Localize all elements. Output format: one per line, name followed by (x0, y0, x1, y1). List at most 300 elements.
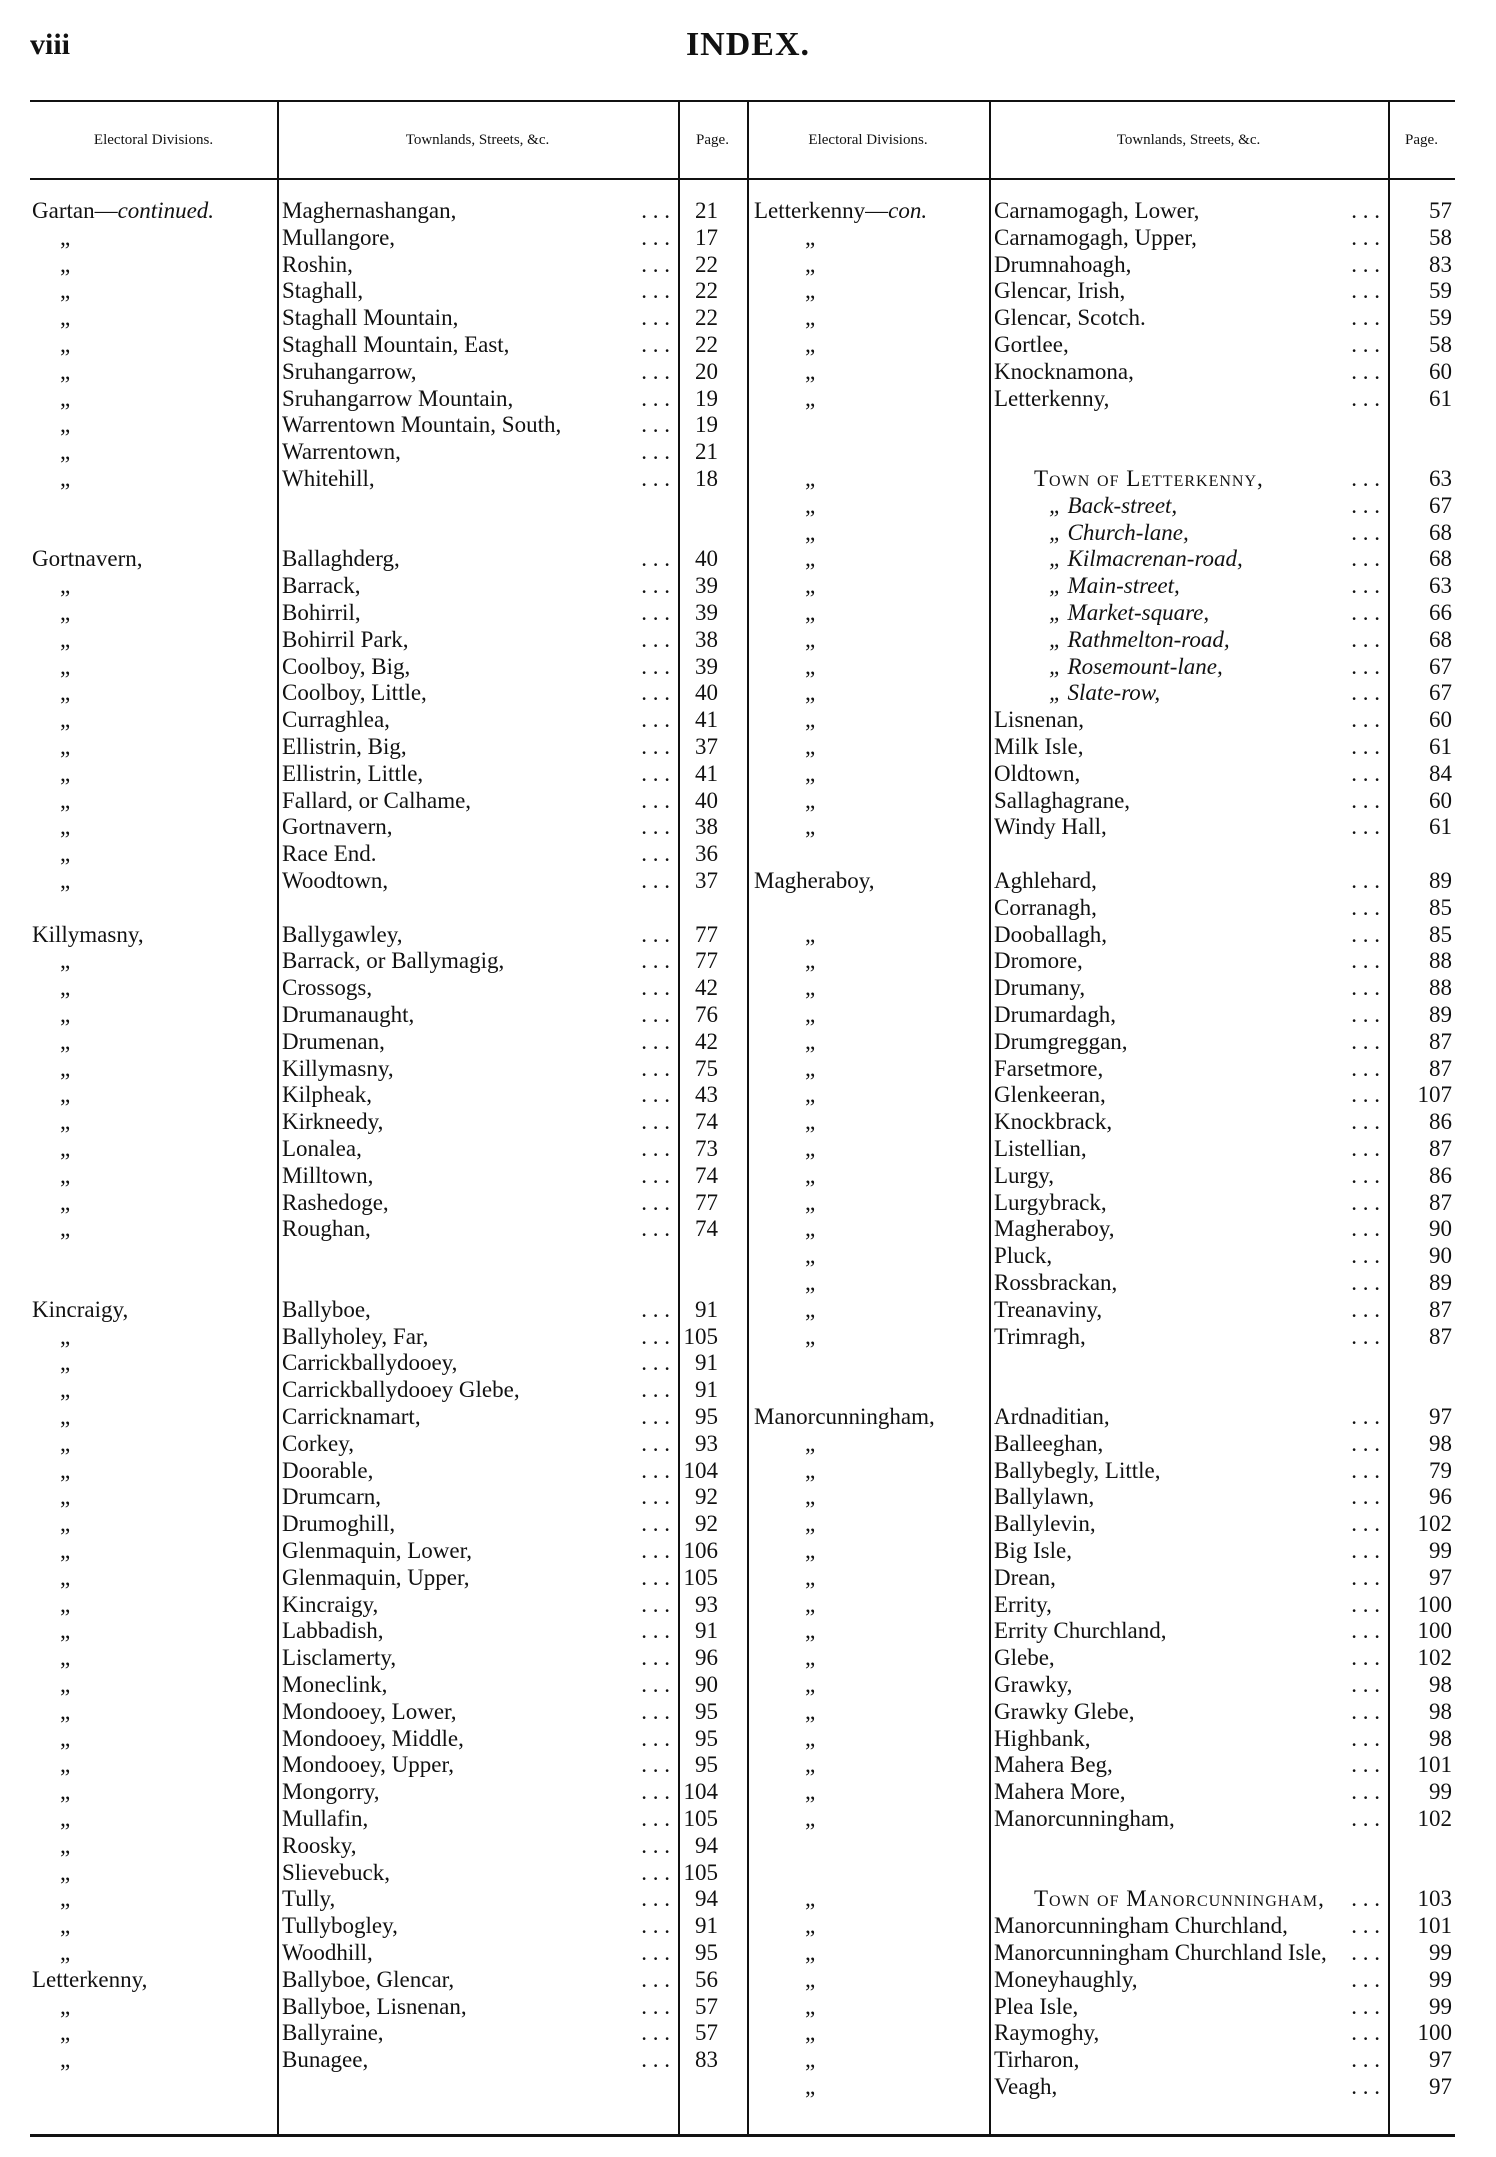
dot-leader: . . . (641, 734, 670, 759)
index-row (30, 1001, 1455, 1028)
page-reference: 92 (695, 1484, 718, 1510)
dot-leader: . . . (1351, 2074, 1380, 2099)
electoral-division: „ (805, 1806, 816, 1831)
dot-leader: . . . (641, 278, 670, 304)
dot-leader: . . . (641, 1404, 670, 1429)
dot-leader: . . . (1351, 1109, 1380, 1135)
townland-name: Glenmaquin, Upper, (282, 1564, 470, 1590)
page-reference: 74 (695, 1109, 718, 1135)
page-reference: 75 (695, 1055, 718, 1081)
electoral-division: „ (805, 2074, 816, 2099)
index-row (30, 545, 1455, 572)
header-page-left: Page. (696, 131, 729, 148)
townland-name: Letterkenny, (994, 385, 1110, 411)
townland-name: Lurgybrack, (994, 1189, 1107, 1215)
townland-name: Errity Churchland, (994, 1618, 1167, 1644)
townland-name: Mondooey, Lower, (282, 1698, 457, 1724)
page-reference: 66 (1429, 600, 1452, 625)
electoral-division: „ (60, 1377, 71, 1403)
dot-leader: . . . (641, 1591, 670, 1617)
electoral-division: „ (805, 305, 816, 331)
electoral-division: „ (60, 2020, 71, 2046)
page-reference: 90 (1429, 1243, 1452, 1269)
index-row (30, 1671, 1455, 1698)
townland-name: Drumcarn, (282, 1484, 381, 1510)
page-reference: 91 (695, 1296, 718, 1322)
index-row (30, 1859, 1455, 1886)
electoral-division: „ (60, 305, 71, 331)
townland-name: Listellian, (994, 1136, 1087, 1161)
page-reference: 61 (1429, 734, 1452, 759)
page-reference: 96 (695, 1645, 718, 1671)
index-row (30, 1912, 1455, 1939)
electoral-division: „ (805, 1484, 816, 1510)
index-row (30, 1993, 1455, 2020)
electoral-division: „ (805, 492, 816, 518)
electoral-division: „ (805, 653, 816, 679)
page-reference: 86 (1429, 1162, 1452, 1188)
page-reference: 88 (1429, 975, 1452, 1001)
townland-name: Oldtown, (994, 760, 1081, 786)
townland-name: Labbadish, (282, 1618, 384, 1644)
index-row (30, 760, 1455, 787)
townland-name: Carnamogagh, Upper, (994, 224, 1197, 250)
page-reference: 87 (1429, 1028, 1452, 1054)
page-reference: 42 (695, 1028, 718, 1054)
page-reference: 87 (1429, 1323, 1452, 1349)
index-row (30, 224, 1455, 251)
street-name: „ Slate-row, (1049, 680, 1161, 706)
townland-name: Moneclink, (282, 1672, 388, 1697)
page-reference: 59 (1429, 305, 1452, 331)
page-reference: 76 (695, 1002, 718, 1027)
townland-name: Ballyboe, (282, 1296, 371, 1322)
electoral-division: „ (805, 385, 816, 411)
electoral-division: „ (805, 1162, 816, 1188)
dot-leader: . . . (641, 1618, 670, 1644)
header-electoral-left: Electoral Divisions. (93, 131, 214, 148)
page-reference: 74 (695, 1216, 718, 1242)
dot-leader: . . . (641, 1913, 670, 1939)
dot-leader: . . . (641, 653, 670, 679)
index-row (30, 1939, 1455, 1966)
page-reference: 37 (695, 868, 718, 893)
dot-leader: . . . (641, 1886, 670, 1912)
index-row (30, 1215, 1455, 1242)
page-reference: 87 (1429, 1055, 1452, 1081)
page-reference: 98 (1429, 1672, 1452, 1697)
electoral-division: „ (60, 1350, 71, 1376)
townland-name: Barrack, (282, 573, 361, 599)
page-reference: 67 (1429, 653, 1452, 679)
dot-leader: . . . (641, 841, 670, 867)
electoral-division: Letterkenny—con. (754, 198, 928, 223)
townland-name: Raymoghy, (994, 2020, 1100, 2046)
page-reference: 20 (695, 358, 718, 384)
electoral-division: „ (60, 1940, 71, 1965)
page-reference: 97 (1429, 2047, 1452, 2073)
index-row (30, 1778, 1455, 1805)
electoral-division: „ (60, 412, 71, 438)
page-reference: 99 (1429, 1940, 1452, 1965)
dot-leader: . . . (1351, 868, 1380, 893)
townland-name: Carnamogagh, Lower, (994, 198, 1200, 223)
index-row (30, 1457, 1455, 1484)
page-reference: 40 (695, 787, 718, 813)
townland-name: Glencar, Scotch. (994, 305, 1146, 331)
electoral-division: „ (60, 1886, 71, 1912)
dot-leader: . . . (1351, 921, 1380, 947)
dot-leader: . . . (641, 1002, 670, 1027)
page-reference: 40 (695, 680, 718, 706)
dot-leader: . . . (1351, 1002, 1380, 1027)
index-row (30, 411, 1455, 438)
electoral-division: „ (60, 1913, 71, 1939)
townland-name: Milk Isle, (994, 734, 1084, 759)
page-reference: 89 (1429, 868, 1452, 893)
page-reference: 91 (695, 1350, 718, 1376)
electoral-division: „ (60, 787, 71, 813)
townland-name: Warrentown Mountain, South, (282, 412, 562, 438)
townland-name: Drumany, (994, 975, 1086, 1001)
electoral-division: „ (60, 868, 71, 893)
electoral-division: „ (60, 1136, 71, 1161)
townland-name: Drumanaught, (282, 1002, 415, 1027)
index-row (30, 1751, 1455, 1778)
electoral-division: Gartan—continued. (32, 198, 215, 223)
dot-leader: . . . (1351, 1028, 1380, 1054)
page-reference: 40 (695, 546, 718, 572)
electoral-division: „ (805, 573, 816, 599)
electoral-division: „ (60, 1002, 71, 1027)
dot-leader: . . . (1351, 1698, 1380, 1724)
index-row (30, 1162, 1455, 1189)
page-reference: 99 (1429, 1779, 1452, 1805)
page-reference: 59 (1429, 278, 1452, 304)
index-row (30, 947, 1455, 974)
electoral-division: „ (805, 600, 816, 625)
index-row (30, 572, 1455, 599)
townland-name: Kilpheak, (282, 1082, 373, 1108)
townland-name: Dromore, (994, 948, 1083, 974)
index-row (30, 1591, 1455, 1618)
townland-name: Magheraboy, (994, 1216, 1115, 1242)
electoral-division: „ (805, 1457, 816, 1483)
electoral-division: „ (60, 573, 71, 599)
townland-name: Ellistrin, Big, (282, 734, 407, 759)
dot-leader: . . . (1351, 653, 1380, 679)
page-reference: 67 (1429, 492, 1452, 518)
electoral-division: „ (60, 600, 71, 625)
page-reference: 38 (695, 814, 718, 840)
townland-name: Drumgreggan, (994, 1028, 1128, 1054)
header-electoral-right: Electoral Divisions. (808, 131, 928, 148)
electoral-division: „ (805, 1243, 816, 1269)
index-row (30, 438, 1455, 465)
page-reference: 73 (695, 1136, 718, 1161)
page-reference: 101 (1417, 1752, 1452, 1778)
dot-leader: . . . (1351, 787, 1380, 813)
dot-leader: . . . (641, 1645, 670, 1671)
page-reference: 22 (695, 305, 718, 331)
dot-leader: . . . (641, 2047, 670, 2073)
dot-leader: . . . (1351, 332, 1380, 357)
page-reference: 89 (1429, 1270, 1452, 1295)
townland-name: Kincraigy, (282, 1591, 379, 1617)
electoral-division: „ (60, 1430, 71, 1456)
electoral-division: „ (60, 251, 71, 277)
townland-name: Ballygawley, (282, 921, 403, 947)
dot-leader: . . . (1351, 358, 1380, 384)
index-row (30, 1028, 1455, 1055)
index-row (30, 492, 1455, 519)
townland-name: Curraghlea, (282, 707, 390, 733)
page-reference: 105 (683, 1564, 718, 1590)
street-name: „ Main-street, (1049, 573, 1180, 599)
page-reference: 74 (695, 1162, 718, 1188)
page-reference: 99 (1429, 1993, 1452, 2019)
electoral-division: „ (805, 1591, 816, 1617)
index-row (30, 867, 1455, 894)
index-row (30, 974, 1455, 1001)
electoral-division: „ (60, 1752, 71, 1778)
page-reference: 39 (695, 573, 718, 599)
electoral-division: „ (805, 519, 816, 545)
page-reference: 57 (695, 2020, 718, 2046)
townland-name: Crossogs, (282, 975, 373, 1001)
dot-leader: . . . (641, 787, 670, 813)
townland-name: Aghlehard, (994, 868, 1097, 893)
townland-name: Woodtown, (282, 868, 389, 893)
electoral-division: „ (60, 814, 71, 840)
dot-leader: . . . (1351, 600, 1380, 625)
page-reference: 85 (1429, 894, 1452, 920)
townland-name: Coolboy, Little, (282, 680, 427, 706)
index-row (30, 626, 1455, 653)
townland-name: Ballyboe, Glencar, (282, 1966, 455, 1992)
townland-name: Highbank, (994, 1725, 1091, 1751)
page-reference: 61 (1429, 385, 1452, 411)
index-row (30, 251, 1455, 278)
electoral-division: „ (60, 841, 71, 867)
electoral-division: „ (805, 921, 816, 947)
townland-name: Plea Isle, (994, 1993, 1079, 2019)
index-row (30, 1189, 1455, 1216)
electoral-division: „ (805, 1216, 816, 1242)
townland-name: Glencar, Irish, (994, 278, 1126, 304)
page-reference: 19 (695, 412, 718, 438)
townland-name: Moneyhaughly, (994, 1966, 1138, 1992)
index-row (30, 2073, 1455, 2100)
index-row (30, 1055, 1455, 1082)
index-row (30, 304, 1455, 331)
dot-leader: . . . (1351, 224, 1380, 250)
page-number: viii (30, 28, 71, 61)
dot-leader: . . . (641, 975, 670, 1001)
index-row (30, 813, 1455, 840)
dot-leader: . . . (641, 1806, 670, 1831)
electoral-division: „ (60, 1028, 71, 1054)
dot-leader: . . . (1351, 626, 1380, 652)
electoral-division: „ (805, 1028, 816, 1054)
electoral-division: „ (60, 1162, 71, 1188)
index-row (30, 465, 1455, 492)
page-reference: 103 (1417, 1886, 1452, 1912)
townland-name: Fallard, or Calhame, (282, 787, 472, 813)
electoral-division: „ (805, 787, 816, 813)
page-reference: 19 (695, 385, 718, 411)
townland-name: Mullangore, (282, 224, 396, 250)
dot-leader: . . . (641, 466, 670, 491)
townland-name: Drean, (994, 1564, 1056, 1590)
dot-leader: . . . (641, 1966, 670, 1992)
page-reference: 68 (1429, 626, 1452, 652)
index-row (30, 1966, 1455, 1993)
electoral-division: „ (60, 466, 71, 491)
townland-name: Mahera More, (994, 1779, 1126, 1805)
dot-leader: . . . (641, 1779, 670, 1805)
townland-name: Corkey, (282, 1430, 354, 1456)
page-reference: 91 (695, 1377, 718, 1403)
page-reference: 39 (695, 653, 718, 679)
electoral-division: Manorcunningham, (754, 1404, 935, 1429)
dot-leader: . . . (641, 1296, 670, 1322)
page-reference: 38 (695, 626, 718, 652)
dot-leader: . . . (641, 1377, 670, 1403)
dot-leader: . . . (1351, 1725, 1380, 1751)
index-row (30, 2019, 1455, 2046)
dot-leader: . . . (1351, 1752, 1380, 1778)
townland-name: Race End. (282, 841, 377, 867)
page-reference: 67 (1429, 680, 1452, 706)
electoral-division: „ (60, 680, 71, 706)
electoral-division: Killymasny, (32, 921, 144, 947)
index-row (30, 1483, 1455, 1510)
dot-leader: . . . (1351, 760, 1380, 786)
page-reference: 79 (1429, 1457, 1452, 1483)
electoral-division: „ (805, 707, 816, 733)
street-name: „ Rathmelton-road, (1049, 626, 1230, 652)
page-reference: 17 (695, 224, 718, 250)
townland-name: Tully, (282, 1886, 336, 1912)
townland-name: Manorcunningham Churchland, (994, 1913, 1288, 1939)
electoral-division: „ (60, 975, 71, 1001)
dot-leader: . . . (1351, 1672, 1380, 1697)
index-row (30, 894, 1455, 921)
index-row (30, 1698, 1455, 1725)
electoral-division: Kincraigy, (32, 1296, 129, 1322)
page-reference: 42 (695, 975, 718, 1001)
townland-name: Glenkeeran, (994, 1082, 1106, 1108)
page-reference: 98 (1429, 1430, 1452, 1456)
page-reference: 92 (695, 1511, 718, 1537)
page-reference: 41 (695, 760, 718, 786)
townland-name: Knocknamona, (994, 358, 1134, 384)
header-page-right: Page. (1405, 131, 1438, 148)
index-row (30, 1323, 1455, 1350)
page-reference: 37 (695, 734, 718, 759)
page-title: INDEX. (685, 26, 811, 63)
townland-name: Barrack, or Ballymagig, (282, 948, 505, 974)
index-row (30, 921, 1455, 948)
townland-name: Corranagh, (994, 894, 1097, 920)
electoral-division: „ (805, 332, 816, 357)
electoral-division: „ (805, 1993, 816, 2019)
dot-leader: . . . (641, 707, 670, 733)
townland-name: Manorcunningham Churchland Isle, (994, 1940, 1327, 1965)
townland-name: Ballyholey, Far, (282, 1323, 429, 1349)
page-reference: 95 (695, 1752, 718, 1778)
townland-name: Kirkneedy, (282, 1109, 384, 1135)
electoral-division: „ (60, 1484, 71, 1510)
index-row (30, 277, 1455, 304)
electoral-division: „ (60, 707, 71, 733)
electoral-division: „ (60, 1806, 71, 1831)
electoral-division: „ (60, 1698, 71, 1724)
townland-name: Gortlee, (994, 332, 1069, 357)
page-reference: 41 (695, 707, 718, 733)
page-reference: 91 (695, 1913, 718, 1939)
electoral-division: „ (60, 1779, 71, 1805)
electoral-division: „ (60, 1323, 71, 1349)
townland-name: Staghall Mountain, (282, 305, 459, 331)
electoral-division: „ (60, 1645, 71, 1671)
townland-name: Big Isle, (994, 1538, 1072, 1563)
electoral-division: „ (805, 1323, 816, 1349)
dot-leader: . . . (641, 1538, 670, 1563)
townland-name: Roughan, (282, 1216, 371, 1242)
electoral-division: Letterkenny, (32, 1966, 148, 1992)
dot-leader: . . . (641, 1162, 670, 1188)
dot-leader: . . . (1351, 1806, 1380, 1831)
electoral-division: „ (60, 653, 71, 679)
index-row (30, 1537, 1455, 1564)
dot-leader: . . . (1351, 251, 1380, 277)
townland-name: Mongorry, (282, 1779, 380, 1805)
dot-leader: . . . (641, 546, 670, 572)
electoral-division: „ (805, 1618, 816, 1644)
dot-leader: . . . (1351, 573, 1380, 599)
townland-name: Drumnahoagh, (994, 251, 1132, 277)
page-reference: 102 (1417, 1806, 1452, 1831)
dot-leader: . . . (641, 1350, 670, 1376)
townland-name: Tirharon, (994, 2047, 1080, 2073)
page-reference: 22 (695, 278, 718, 304)
electoral-division: „ (805, 1725, 816, 1751)
page-reference: 104 (683, 1457, 718, 1483)
electoral-division: „ (805, 2020, 816, 2046)
dot-leader: . . . (641, 680, 670, 706)
townland-name: Mullafin, (282, 1806, 369, 1831)
index-row (30, 599, 1455, 626)
dot-leader: . . . (1351, 1913, 1380, 1939)
page-reference: 96 (1429, 1484, 1452, 1510)
townland-name: Woodhill, (282, 1940, 373, 1965)
index-row (30, 679, 1455, 706)
dot-leader: . . . (1351, 2020, 1380, 2046)
townland-name: Farsetmore, (994, 1055, 1104, 1081)
dot-leader: . . . (1351, 278, 1380, 304)
dot-leader: . . . (1351, 2047, 1380, 2073)
dot-leader: . . . (1351, 814, 1380, 840)
dot-leader: . . . (641, 332, 670, 357)
dot-leader: . . . (641, 1457, 670, 1483)
dot-leader: . . . (1351, 894, 1380, 920)
dot-leader: . . . (641, 1216, 670, 1242)
townland-name: Ballyboe, Lisnenan, (282, 1993, 467, 2019)
index-row (30, 1885, 1455, 1912)
electoral-division: „ (60, 948, 71, 974)
